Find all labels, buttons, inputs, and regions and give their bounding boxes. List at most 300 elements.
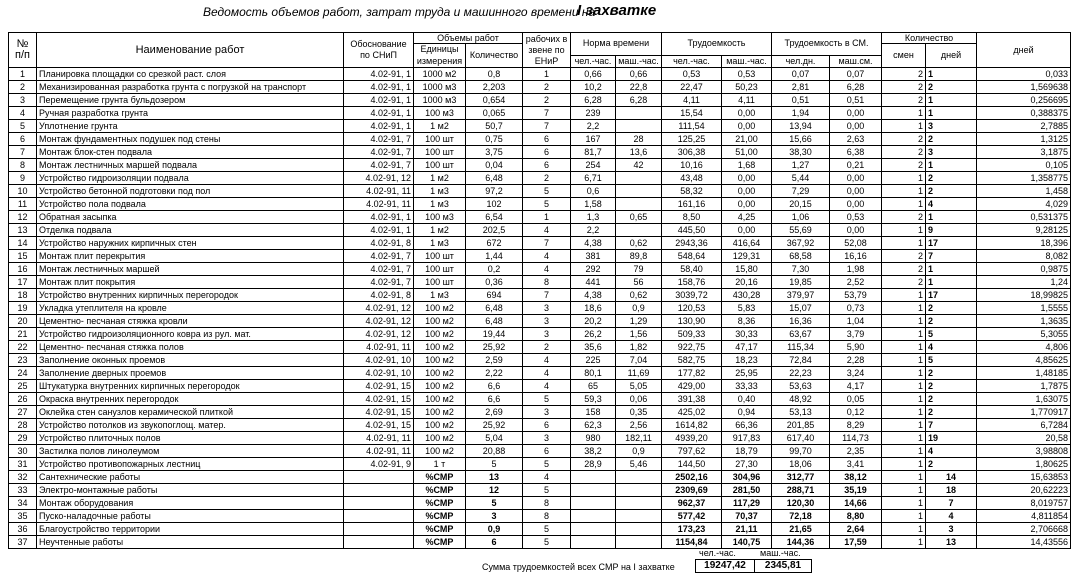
days: 2,7885 [977, 120, 1071, 133]
count-days: 2 [926, 393, 977, 406]
workers: 4 [523, 367, 571, 380]
norm-machine-hours: 42 [616, 159, 662, 172]
norm-machine-hours [616, 497, 662, 510]
work-name: Монтаж лестничных маршей подвала [37, 159, 344, 172]
quantity: 672 [466, 237, 523, 250]
count-days: 1 [926, 263, 977, 276]
labor-man-days: 120,30 [772, 497, 830, 510]
header-workers: рабочих в звене по ЕНиР [523, 33, 571, 68]
labor-man-days: 15,66 [772, 133, 830, 146]
norm-man-hours: 2,2 [571, 224, 616, 237]
labor-machine-shifts: 5,90 [830, 341, 882, 354]
row-num: 28 [9, 419, 37, 432]
days: 9,28125 [977, 224, 1071, 237]
labor-man-hours: 15,54 [662, 107, 722, 120]
labor-machine-shifts: 6,28 [830, 81, 882, 94]
row-num: 27 [9, 406, 37, 419]
shifts: 2 [882, 276, 926, 289]
labor-machine-shifts: 52,08 [830, 237, 882, 250]
row-num: 9 [9, 172, 37, 185]
work-name: Заполнение дверных проемов [37, 367, 344, 380]
snip-basis: 4.02-91, 9 [344, 458, 414, 471]
count-days: 1 [926, 107, 977, 120]
count-days: 2 [926, 302, 977, 315]
norm-man-hours: 441 [571, 276, 616, 289]
labor-machine-shifts: 0,00 [830, 198, 882, 211]
days: 20,62223 [977, 484, 1071, 497]
norm-machine-hours: 0,06 [616, 393, 662, 406]
snip-basis: 4.02-91, 1 [344, 68, 414, 81]
unit: 1 т [414, 458, 466, 471]
labor-machine-shifts: 1,98 [830, 263, 882, 276]
norm-machine-hours [616, 185, 662, 198]
count-days: 5 [926, 328, 977, 341]
count-days: 2 [926, 81, 977, 94]
labor-man-hours: 173,23 [662, 523, 722, 536]
shifts: 2 [882, 211, 926, 224]
unit: %СМР [414, 523, 466, 536]
row-num: 24 [9, 367, 37, 380]
labor-man-hours: 161,16 [662, 198, 722, 211]
unit: 100 шт [414, 159, 466, 172]
count-days: 3 [926, 146, 977, 159]
labor-machine-hours: 21,00 [722, 133, 772, 146]
norm-machine-hours: 0,65 [616, 211, 662, 224]
snip-basis: 4.02-91, 12 [344, 328, 414, 341]
labor-man-hours: 130,90 [662, 315, 722, 328]
norm-machine-hours: 79 [616, 263, 662, 276]
table-row [9, 328, 1071, 341]
unit: 100 м2 [414, 354, 466, 367]
count-days: 1 [926, 211, 977, 224]
table-row [9, 224, 1071, 237]
snip-basis [344, 497, 414, 510]
shifts: 1 [882, 107, 926, 120]
shifts: 1 [882, 224, 926, 237]
labor-man-days: 18,06 [772, 458, 830, 471]
table-row [9, 94, 1071, 107]
labor-man-days: 55,69 [772, 224, 830, 237]
labor-man-hours: 425,02 [662, 406, 722, 419]
quantity: 202,5 [466, 224, 523, 237]
quantity: 6,48 [466, 302, 523, 315]
days: 1,7875 [977, 380, 1071, 393]
labor-man-days: 72,18 [772, 510, 830, 523]
norm-machine-hours: 1,56 [616, 328, 662, 341]
labor-man-hours: 4,11 [662, 94, 722, 107]
quantity: 2,22 [466, 367, 523, 380]
snip-basis [344, 536, 414, 549]
labor-man-days: 7,29 [772, 185, 830, 198]
works-table [8, 32, 1071, 549]
table-row [9, 276, 1071, 289]
shifts: 1 [882, 484, 926, 497]
labor-man-hours: 22,47 [662, 81, 722, 94]
count-days: 4 [926, 341, 977, 354]
shifts: 2 [882, 146, 926, 159]
shifts: 1 [882, 237, 926, 250]
workers: 2 [523, 172, 571, 185]
norm-man-hours: 0,6 [571, 185, 616, 198]
labor-machine-hours: 18,79 [722, 445, 772, 458]
snip-basis [344, 523, 414, 536]
row-num: 10 [9, 185, 37, 198]
norm-man-hours: 381 [571, 250, 616, 263]
quantity: 1,44 [466, 250, 523, 263]
workers: 1 [523, 211, 571, 224]
table-row [9, 68, 1071, 81]
shifts: 1 [882, 198, 926, 211]
unit: 100 шт [414, 146, 466, 159]
quantity: 3,75 [466, 146, 523, 159]
unit: 100 м2 [414, 328, 466, 341]
labor-machine-hours: 0,00 [722, 107, 772, 120]
work-name: Монтаж лестничных маршей [37, 263, 344, 276]
shifts: 1 [882, 458, 926, 471]
labor-man-days: 1,27 [772, 159, 830, 172]
labor-machine-shifts: 35,19 [830, 484, 882, 497]
norm-man-hours: 292 [571, 263, 616, 276]
snip-basis: 4.02-91, 11 [344, 341, 414, 354]
unit: 100 м2 [414, 380, 466, 393]
shifts: 1 [882, 510, 926, 523]
snip-basis: 4.02-91, 7 [344, 250, 414, 263]
shifts: 2 [882, 159, 926, 172]
labor-man-days: 617,40 [772, 432, 830, 445]
workers: 7 [523, 107, 571, 120]
table-row [9, 341, 1071, 354]
snip-basis: 4.02-91, 8 [344, 237, 414, 250]
labor-machine-hours: 129,31 [722, 250, 772, 263]
table-row [9, 250, 1071, 263]
table-row [9, 133, 1071, 146]
work-name: Планировка площадки со срезкой раст. слоя [37, 68, 344, 81]
work-name: Отделка подвала [37, 224, 344, 237]
shifts: 1 [882, 289, 926, 302]
row-num: 29 [9, 432, 37, 445]
work-name: Устройство наружних кирпичных стен [37, 237, 344, 250]
days: 5,3055 [977, 328, 1071, 341]
shifts: 1 [882, 393, 926, 406]
labor-man-hours: 3039,72 [662, 289, 722, 302]
row-num: 19 [9, 302, 37, 315]
row-num: 31 [9, 458, 37, 471]
count-days: 14 [926, 471, 977, 484]
work-name: Благоустройство территории [37, 523, 344, 536]
labor-man-days: 13,94 [772, 120, 830, 133]
total-man-hours: 19247,42 [695, 559, 755, 573]
work-name: Окраска внутренних перегородок [37, 393, 344, 406]
norm-man-hours: 6,28 [571, 94, 616, 107]
labor-machine-shifts: 2,64 [830, 523, 882, 536]
workers: 5 [523, 185, 571, 198]
shifts: 1 [882, 302, 926, 315]
table-row [9, 146, 1071, 159]
labor-machine-shifts: 17,59 [830, 536, 882, 549]
workers: 7 [523, 237, 571, 250]
norm-man-hours: 1,58 [571, 198, 616, 211]
labor-machine-hours: 8,36 [722, 315, 772, 328]
table-row [9, 510, 1071, 523]
labor-man-days: 115,34 [772, 341, 830, 354]
norm-machine-hours [616, 120, 662, 133]
quantity: 6,6 [466, 380, 523, 393]
norm-machine-hours [616, 172, 662, 185]
header-labor: Трудоемкость [662, 33, 772, 56]
header-labor-mach: маш.-час. [722, 55, 772, 68]
table-row [9, 536, 1071, 549]
work-name: Монтаж фундаментных подушек под стены [37, 133, 344, 146]
row-num: 26 [9, 393, 37, 406]
snip-basis: 4.02-91, 11 [344, 432, 414, 445]
work-name: Застилка полов линолеумом [37, 445, 344, 458]
norm-man-hours: 38,2 [571, 445, 616, 458]
unit: 100 шт [414, 276, 466, 289]
labor-machine-hours: 47,17 [722, 341, 772, 354]
table-row [9, 263, 1071, 276]
row-num: 14 [9, 237, 37, 250]
table-row [9, 198, 1071, 211]
snip-basis: 4.02-91, 1 [344, 224, 414, 237]
labor-machine-shifts: 0,51 [830, 94, 882, 107]
table-row [9, 393, 1071, 406]
days: 20,58 [977, 432, 1071, 445]
count-days: 2 [926, 315, 977, 328]
quantity: 0,36 [466, 276, 523, 289]
work-name: Сантехнические работы [37, 471, 344, 484]
work-name: Устройство пола подвала [37, 198, 344, 211]
norm-man-hours: 0,66 [571, 68, 616, 81]
work-name: Обратная засыпка [37, 211, 344, 224]
workers: 4 [523, 250, 571, 263]
norm-man-hours: 4,38 [571, 237, 616, 250]
quantity: 19,44 [466, 328, 523, 341]
snip-basis: 4.02-91, 10 [344, 367, 414, 380]
norm-man-hours: 59,3 [571, 393, 616, 406]
labor-machine-shifts: 0,05 [830, 393, 882, 406]
snip-basis: 4.02-91, 15 [344, 419, 414, 432]
labor-machine-shifts: 6,38 [830, 146, 882, 159]
snip-basis: 4.02-91, 1 [344, 107, 414, 120]
workers: 5 [523, 536, 571, 549]
count-days: 2 [926, 367, 977, 380]
days: 1,569638 [977, 81, 1071, 94]
labor-machine-shifts: 0,21 [830, 159, 882, 172]
norm-machine-hours [616, 471, 662, 484]
labor-man-days: 68,58 [772, 250, 830, 263]
header-shifts: смен [882, 44, 926, 68]
shifts: 2 [882, 81, 926, 94]
table-row [9, 211, 1071, 224]
labor-man-days: 0,51 [772, 94, 830, 107]
total-man-caption: чел.-час. [699, 548, 736, 558]
workers: 4 [523, 224, 571, 237]
norm-man-hours: 20,2 [571, 315, 616, 328]
quantity: 25,92 [466, 341, 523, 354]
norm-man-hours [571, 471, 616, 484]
quantity: 6,6 [466, 393, 523, 406]
labor-machine-shifts: 2,35 [830, 445, 882, 458]
days: 14,43556 [977, 536, 1071, 549]
days: 18,396 [977, 237, 1071, 250]
days: 0,105 [977, 159, 1071, 172]
labor-man-hours: 58,32 [662, 185, 722, 198]
row-num: 4 [9, 107, 37, 120]
shifts: 2 [882, 68, 926, 81]
quantity: 12 [466, 484, 523, 497]
snip-basis: 4.02-91, 10 [344, 354, 414, 367]
quantity: 5,04 [466, 432, 523, 445]
header-count: Количество [882, 33, 977, 44]
row-num: 18 [9, 289, 37, 302]
norm-machine-hours: 0,66 [616, 68, 662, 81]
quantity: 2,59 [466, 354, 523, 367]
work-name: Ручная разработка грунта [37, 107, 344, 120]
table-row [9, 471, 1071, 484]
norm-man-hours: 81,7 [571, 146, 616, 159]
title-text: Ведомость объемов работ, затрат труда и машинного времени на [203, 5, 596, 19]
table-row [9, 237, 1071, 250]
labor-machine-shifts: 16,16 [830, 250, 882, 263]
work-name: Устройство потолков из звукопоглощ. матер. [37, 419, 344, 432]
unit: %СМР [414, 510, 466, 523]
row-num: 17 [9, 276, 37, 289]
shifts: 1 [882, 419, 926, 432]
work-name: Перемещение грунта бульдозером [37, 94, 344, 107]
table-row [9, 315, 1071, 328]
labor-machine-shifts: 53,79 [830, 289, 882, 302]
shifts: 1 [882, 367, 926, 380]
labor-machine-shifts: 0,00 [830, 120, 882, 133]
labor-man-hours: 58,40 [662, 263, 722, 276]
labor-man-hours: 10,16 [662, 159, 722, 172]
norm-man-hours [571, 523, 616, 536]
norm-machine-hours: 89,8 [616, 250, 662, 263]
unit: 100 шт [414, 263, 466, 276]
quantity: 13 [466, 471, 523, 484]
labor-man-days: 2,81 [772, 81, 830, 94]
days: 0,9875 [977, 263, 1071, 276]
header-days-count: дней [926, 44, 977, 68]
header-qty: Количество [466, 44, 523, 68]
table-row [9, 458, 1071, 471]
norm-machine-hours: 2,56 [616, 419, 662, 432]
labor-machine-hours: 27,30 [722, 458, 772, 471]
snip-basis: 4.02-91, 11 [344, 445, 414, 458]
table-row [9, 302, 1071, 315]
work-name: Устройство противопожарных лестниц [37, 458, 344, 471]
labor-machine-hours: 25,95 [722, 367, 772, 380]
labor-machine-hours: 1,68 [722, 159, 772, 172]
labor-machine-shifts: 8,29 [830, 419, 882, 432]
days: 1,770917 [977, 406, 1071, 419]
labor-man-days: 201,85 [772, 419, 830, 432]
labor-machine-hours: 4,25 [722, 211, 772, 224]
total-machine-hours: 2345,81 [754, 559, 812, 573]
count-days: 7 [926, 419, 977, 432]
quantity: 6 [466, 536, 523, 549]
labor-machine-shifts: 3,79 [830, 328, 882, 341]
unit: 100 шт [414, 133, 466, 146]
days: 1,48185 [977, 367, 1071, 380]
header-norm-man: чел.-час. [571, 55, 616, 68]
shifts: 1 [882, 445, 926, 458]
labor-machine-hours: 30,33 [722, 328, 772, 341]
row-num: 34 [9, 497, 37, 510]
shifts: 1 [882, 380, 926, 393]
labor-machine-shifts: 0,00 [830, 185, 882, 198]
labor-machine-hours: 15,80 [722, 263, 772, 276]
norm-man-hours: 167 [571, 133, 616, 146]
labor-man-hours: 2943,36 [662, 237, 722, 250]
work-name: Монтаж плит покрытия [37, 276, 344, 289]
labor-man-days: 379,97 [772, 289, 830, 302]
quantity: 2,203 [466, 81, 523, 94]
norm-machine-hours: 0,35 [616, 406, 662, 419]
workers: 8 [523, 276, 571, 289]
norm-machine-hours [616, 484, 662, 497]
row-num: 8 [9, 159, 37, 172]
labor-man-hours: 509,33 [662, 328, 722, 341]
labor-man-days: 20,15 [772, 198, 830, 211]
work-name: Укладка утеплителя на кровле [37, 302, 344, 315]
workers: 1 [523, 68, 571, 81]
count-days: 7 [926, 250, 977, 263]
norm-man-hours: 4,38 [571, 289, 616, 302]
work-name: Цементно- песчаная стяжка полов [37, 341, 344, 354]
labor-man-hours: 577,42 [662, 510, 722, 523]
norm-man-hours [571, 497, 616, 510]
row-num: 3 [9, 94, 37, 107]
norm-machine-hours: 0,62 [616, 289, 662, 302]
row-num: 21 [9, 328, 37, 341]
labor-machine-shifts: 2,63 [830, 133, 882, 146]
days: 18,99825 [977, 289, 1071, 302]
quantity: 25,92 [466, 419, 523, 432]
labor-man-days: 0,07 [772, 68, 830, 81]
days: 4,806 [977, 341, 1071, 354]
row-num: 35 [9, 510, 37, 523]
labor-machine-shifts: 3,41 [830, 458, 882, 471]
labor-machine-hours: 117,29 [722, 497, 772, 510]
norm-machine-hours [616, 107, 662, 120]
days: 1,3125 [977, 133, 1071, 146]
workers: 7 [523, 289, 571, 302]
labor-man-hours: 8,50 [662, 211, 722, 224]
days: 1,458 [977, 185, 1071, 198]
norm-man-hours: 6,71 [571, 172, 616, 185]
quantity: 694 [466, 289, 523, 302]
labor-machine-shifts: 0,12 [830, 406, 882, 419]
labor-machine-hours: 0,53 [722, 68, 772, 81]
snip-basis: 4.02-91, 1 [344, 211, 414, 224]
norm-man-hours: 18,6 [571, 302, 616, 315]
unit: %СМР [414, 471, 466, 484]
row-num: 22 [9, 341, 37, 354]
labor-man-hours: 158,76 [662, 276, 722, 289]
norm-machine-hours [616, 198, 662, 211]
snip-basis: 4.02-91, 1 [344, 120, 414, 133]
snip-basis: 4.02-91, 11 [344, 198, 414, 211]
labor-machine-shifts: 2,28 [830, 354, 882, 367]
row-num: 6 [9, 133, 37, 146]
count-days: 7 [926, 497, 977, 510]
count-days: 18 [926, 484, 977, 497]
days: 6,7284 [977, 419, 1071, 432]
labor-man-hours: 43,48 [662, 172, 722, 185]
labor-man-days: 38,30 [772, 146, 830, 159]
sheet-title [0, 2, 1074, 20]
